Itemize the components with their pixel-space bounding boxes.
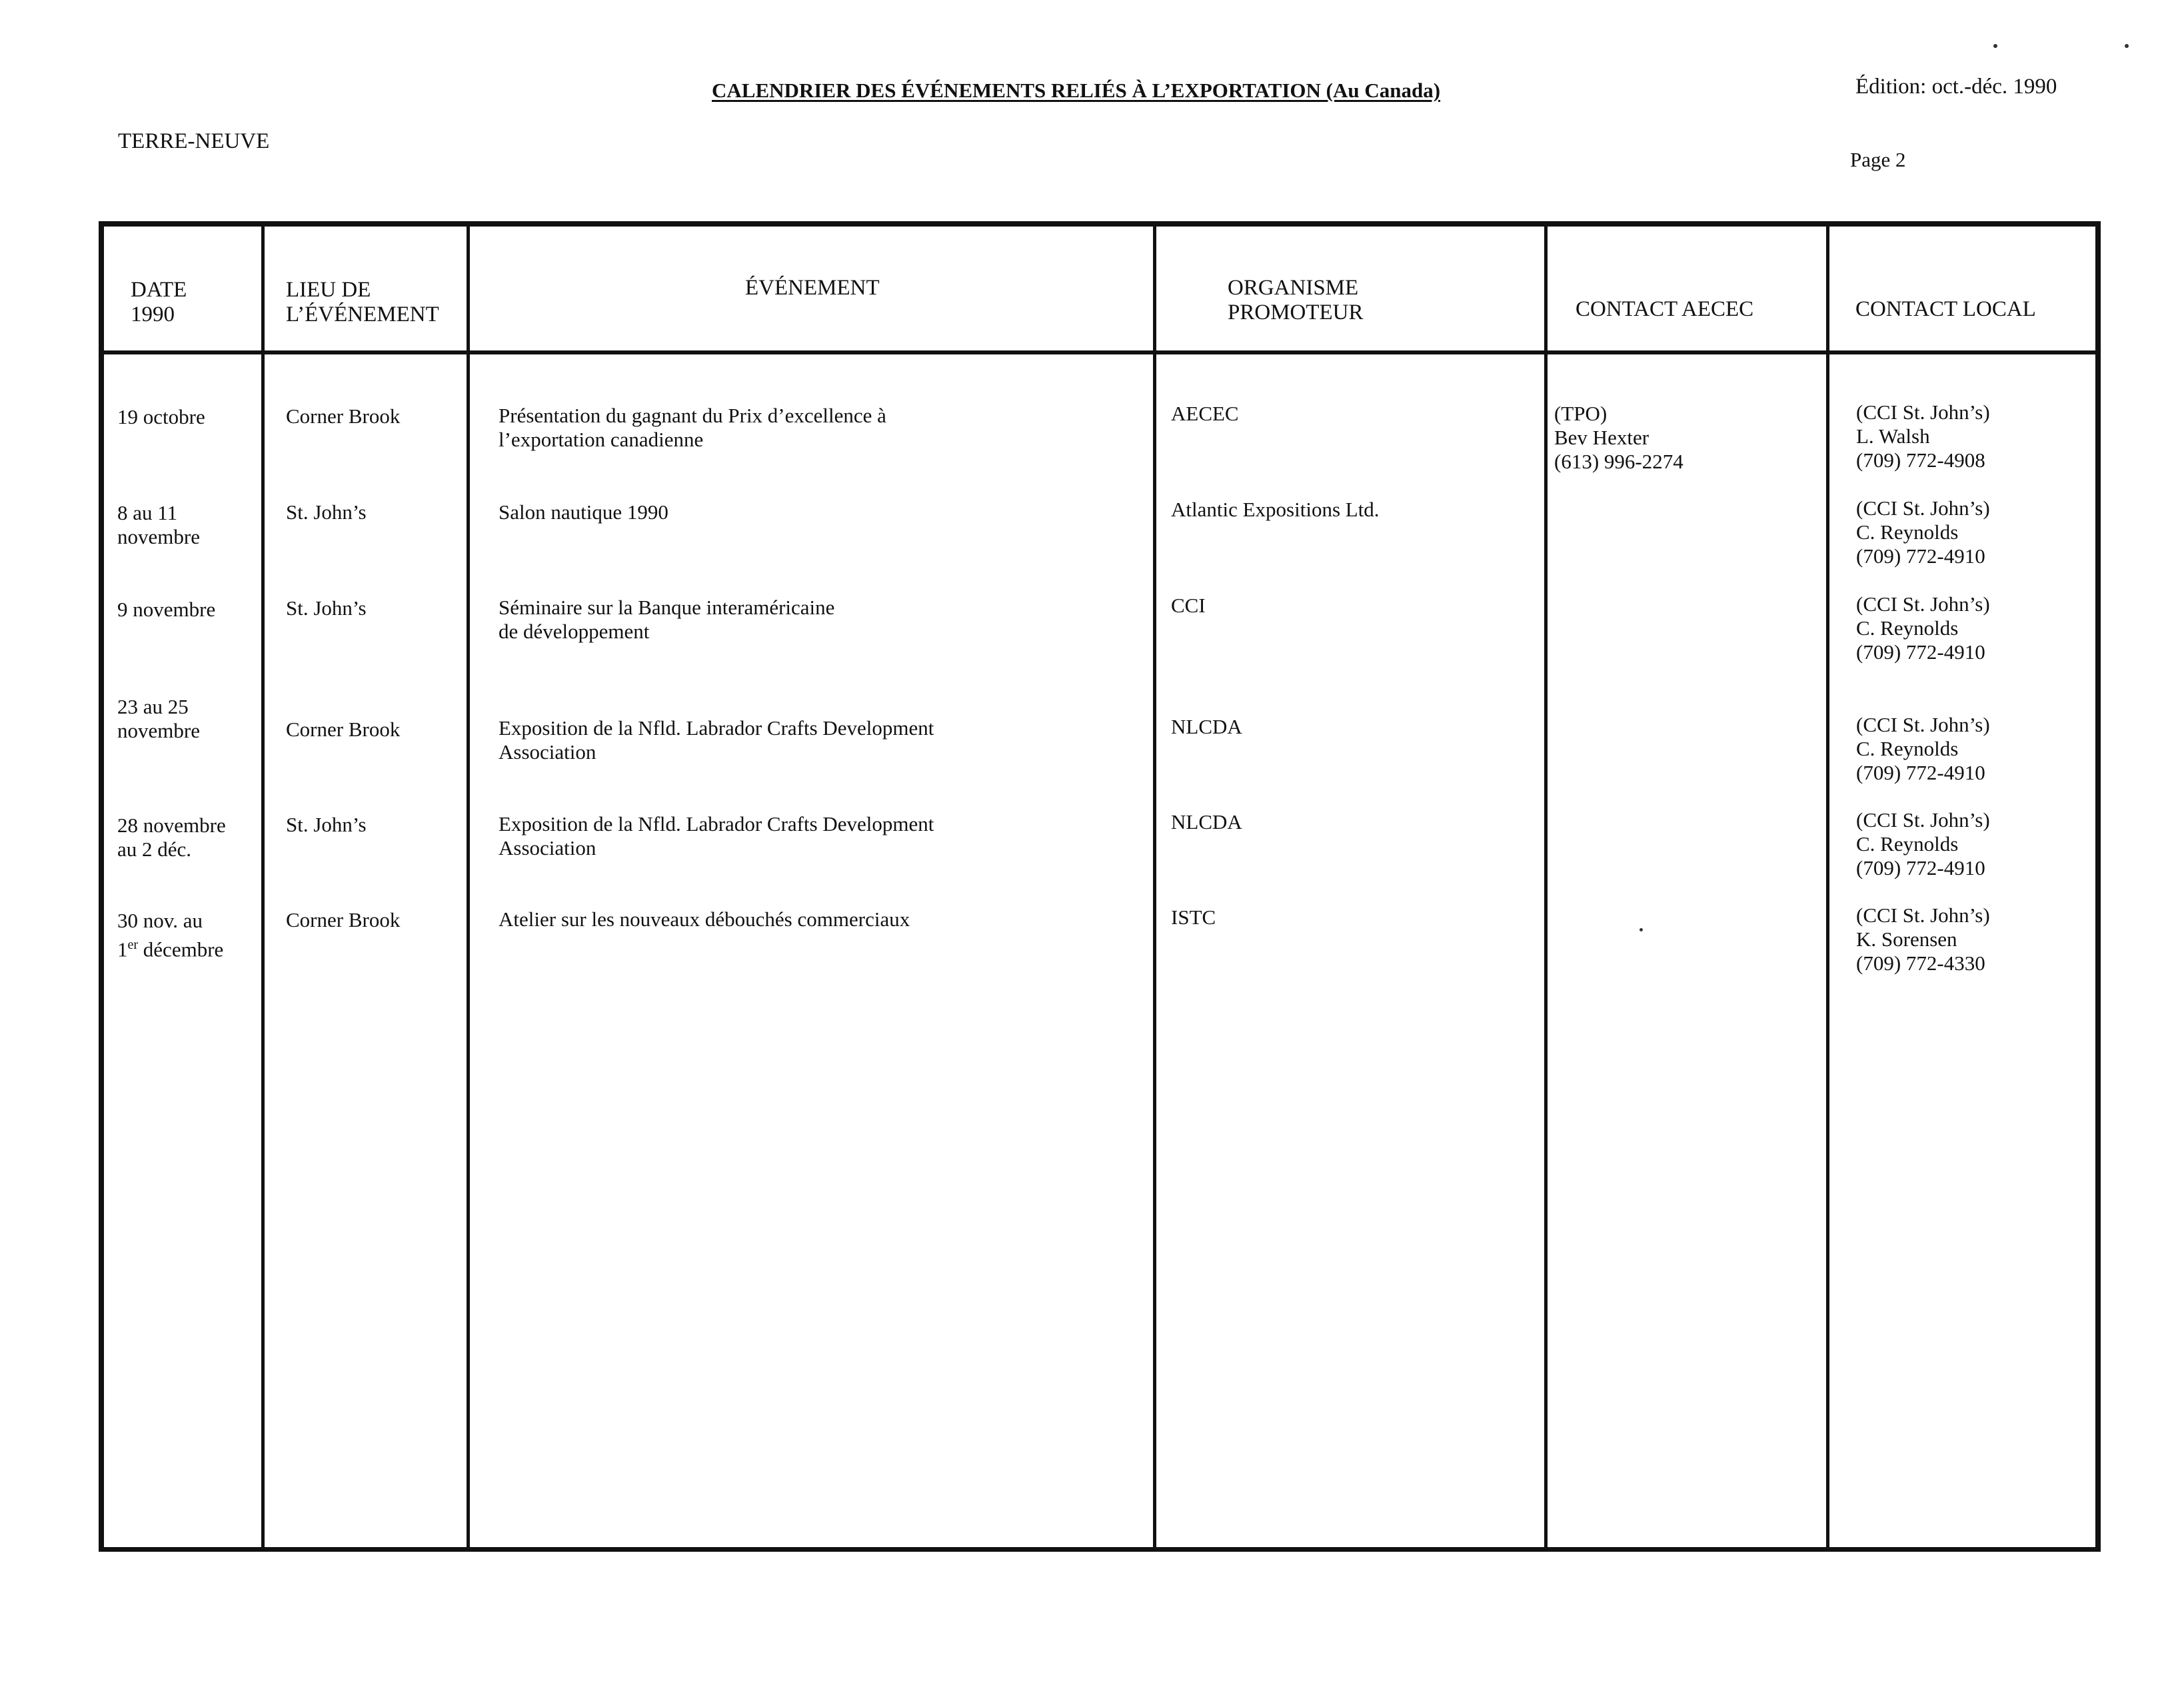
cell-organisme: AECEC [1171,402,1239,425]
date-superscript: er [127,937,139,952]
table-left-border [99,221,104,1547]
column-divider [261,227,265,1547]
cell-date: 28 novembre au 2 déc. [117,814,226,861]
cell-evenement: Exposition de la Nfld. Labrador Crafts Development Association [499,812,934,859]
cell-contact-aecec: (TPO) Bev Hexter (613) 996-2274 [1554,402,1683,473]
col-header-lieu: LIEU DE L’ÉVÉNEMENT [286,278,439,326]
cell-date: 19 octobre [117,405,205,428]
cell-lieu: Corner Brook [286,718,401,741]
cell-date [117,909,223,961]
header-bottom-rule [99,350,2095,354]
cell-contact-local: (CCI St. John’s) C. Reynolds (709) 772-4910 [1856,496,1990,568]
edition-label: Édition: oct.-déc. 1990 [1855,75,2057,99]
cell-lieu: Corner Brook [286,908,401,931]
table-right-border [2095,221,2101,1552]
col-header-contact-local: CONTACT LOCAL [1855,297,2036,321]
cell-contact-local: (CCI St. John’s) K. Sorensen (709) 772-4330 [1856,903,1990,975]
date-suffix: décembre [138,937,224,961]
cell-evenement: Séminaire sur la Banque interaméricaine de développement [499,596,835,643]
cell-organisme: ISTC [1171,905,1216,929]
col-header-organisme: ORGANISME PROMOTEUR [1228,276,1364,324]
column-divider [467,227,470,1547]
table-bottom-rule [99,1547,2095,1552]
cell-organisme: NLCDA [1171,810,1242,834]
cell-contact-local: (CCI St. John’s) L. Walsh (709) 772-4908 [1856,400,1990,472]
document-title: CALENDRIER DES ÉVÉNEMENTS RELIÉS À L’EXPORTATION (Au Canada) [712,79,1441,102]
cell-date: 9 novembre [117,598,216,621]
cell-date: 8 au 11 novembre [117,501,200,548]
col-header-evenement: ÉVÉNEMENT [745,276,880,300]
region-label: TERRE-NEUVE [118,129,270,153]
cell-contact-local: (CCI St. John’s) C. Reynolds (709) 772-4910 [1856,713,1990,784]
col-header-date: DATE 1990 [131,278,187,326]
column-divider [1826,227,1829,1547]
table-top-rule [99,221,2095,227]
cell-organisme: Atlantic Expositions Ltd. [1171,498,1380,521]
column-divider [1153,227,1156,1547]
cell-evenement: Présentation du gagnant du Prix d’excellence à l’exportation canadienne [499,404,886,451]
cell-date: 23 au 25 novembre [117,695,200,742]
column-divider [1544,227,1548,1547]
col-header-contact-aecec: CONTACT AECEC [1576,297,1754,321]
cell-evenement: Salon nautique 1990 [499,500,668,524]
cell-evenement: Atelier sur les nouveaux débouchés commerciaux [499,907,910,931]
scan-speck [1993,44,1997,48]
cell-lieu: St. John’s [286,813,367,836]
cell-organisme: NLCDA [1171,715,1242,738]
cell-lieu: Corner Brook [286,404,401,428]
date-prefix: 30 nov. au [117,909,203,932]
cell-organisme: CCI [1171,594,1206,617]
cell-evenement: Exposition de la Nfld. Labrador Crafts Development Association [499,716,934,764]
cell-lieu: St. John’s [286,500,367,524]
date-day: 1 [117,937,128,961]
page-number: Page 2 [1850,148,1906,171]
cell-contact-local: (CCI St. John’s) C. Reynolds (709) 772-4910 [1856,808,1990,879]
scan-speck [2125,44,2129,48]
cell-lieu: St. John’s [286,596,367,620]
cell-contact-local: (CCI St. John’s) C. Reynolds (709) 772-4910 [1856,592,1990,664]
scan-speck [1639,928,1643,931]
